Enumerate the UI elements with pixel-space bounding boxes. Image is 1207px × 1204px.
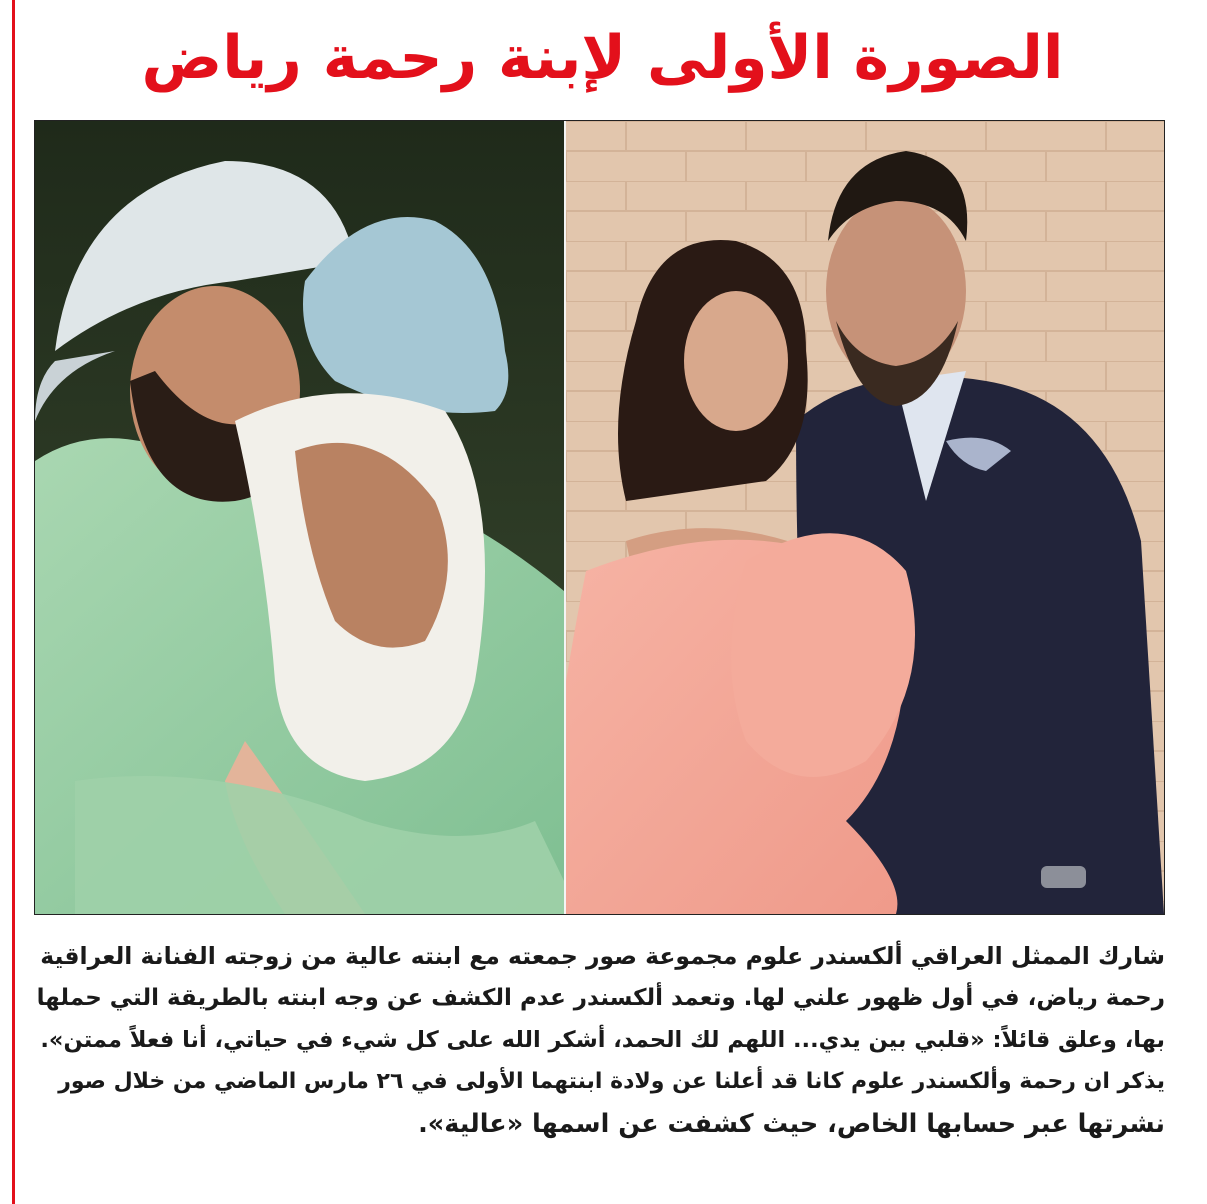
article-line: شارك الممثل العراقي ألكسندر علوم مجموعة صور جمعته مع ابنته عالية من زوجته الفنانة العراقية xyxy=(40,942,1165,970)
article-body xyxy=(34,935,1165,1145)
article-line: بها، وعلق قائلاً: «قلبي بين يدي... اللهم لك الحمد، أشكر الله على كل شيء في حياتي، أنا فعلاً ممتن». xyxy=(40,1027,1165,1053)
article-line: نشرتها عبر حسابها الخاص، حيث كشفت عن اسمها «عالية». xyxy=(418,1109,1165,1139)
article-line: رحمة رياض، في أول ظهور علني لها. وتعمد ألكسندر عدم الكشف عن وجه ابنته بالطريقة التي حملها xyxy=(36,985,1165,1011)
photo-father-holding-baby xyxy=(35,121,564,914)
red-side-rule xyxy=(12,0,15,1204)
photo-couple-portrait xyxy=(566,121,1164,914)
article-line: يذكر ان رحمة وألكسندر علوم كانا قد أعلنا عن ولادة ابنتهما الأولى في ٢٦ مارس الماضي من خلال صور xyxy=(58,1069,1165,1094)
headline: الصورة الأولى لإبنة رحمة رياض xyxy=(141,23,1064,93)
photo-frame xyxy=(34,120,1165,915)
